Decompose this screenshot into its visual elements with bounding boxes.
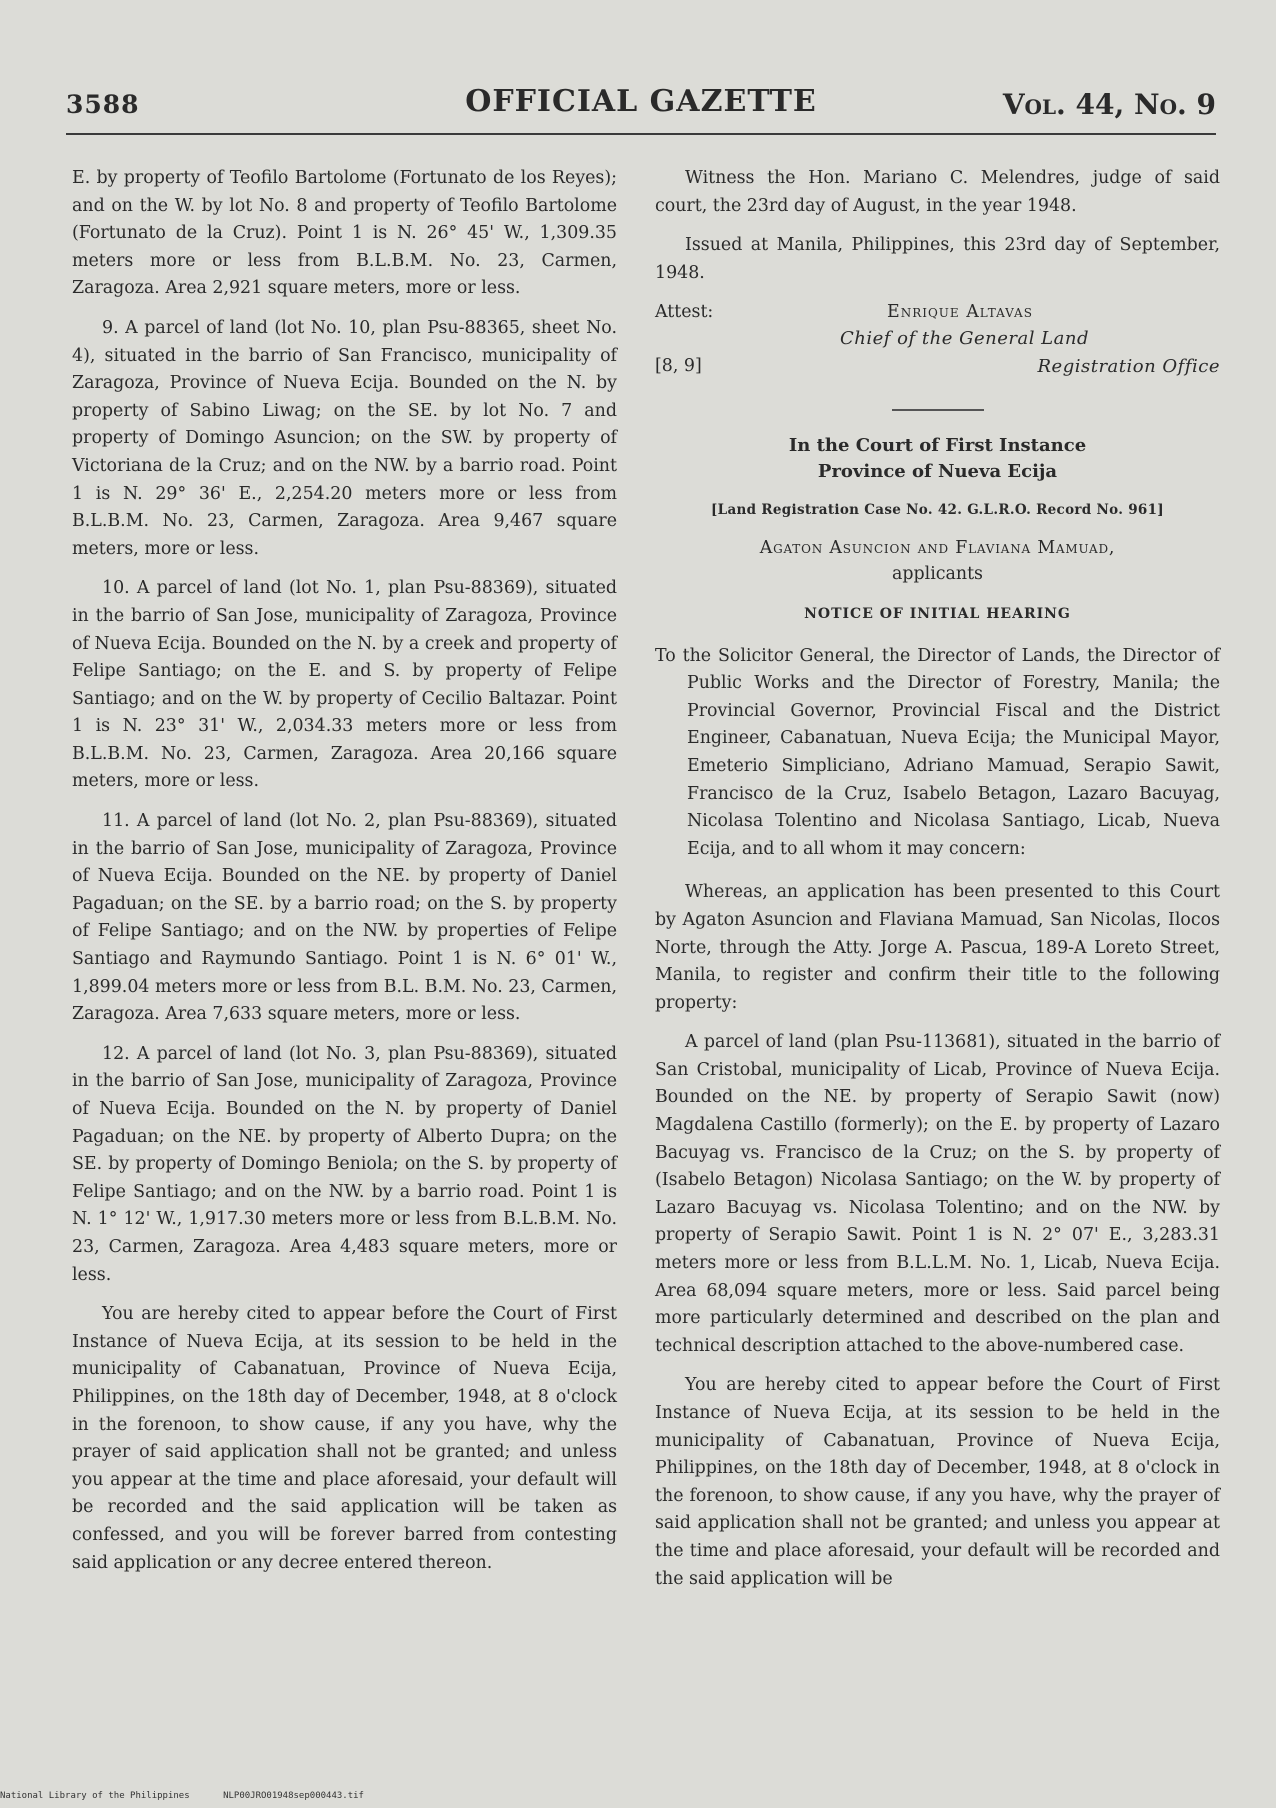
paragraph-issued: Issued at Manila, Philippines, this 23rd day of September, 1948. (655, 235, 1220, 283)
section-divider (892, 409, 984, 411)
page-number: 3588 (66, 90, 140, 119)
paragraph-addressees: To the Solicitor General, the Director of Lands, the Director of Public Works and the Director of Forestry, Manila; the Provincial Governor, Provincial Fiscal and the District Engineer, Cabanatuan, Nueva Ecija; the Municipal Mayor, Emeterio Simpliciano, Adriano Mamuad, Serapio Sawit, Francisco de la Cruz, Isabelo Betagon, Lazaro Bacuyag, Nicolasa Tolentino and Nicolasa Santiago, Licab, Nueva Ecija, and to all whom it may concern: (655, 645, 1220, 859)
attest-label: Attest: (655, 302, 714, 323)
attest-title-line2: Registration Office (1037, 356, 1220, 378)
applicants-names: Agaton Asuncion and Flaviana Mamuad, (759, 537, 1116, 558)
attest-reference: [8, 9] (655, 356, 702, 377)
publication-title: OFFICIAL GAZETTE (465, 84, 817, 119)
paragraph-parcel-10: 10. A parcel of land (lot No. 1, plan Psu-88369), situated in the barrio of San Jose, municipality of Zaragoza, Province of Nueva Ecija. Bounded on the N. by a creek and property of Felipe Santiago; on the E. and S. by property of Felipe Santiago; and on the W. by property of Cecilio Baltazar. Point 1 is N. 23° 31' W., 2,034.33 meters more or less from B.L.B.M. No. 23, Carmen, Zaragoza. Area 20,166 square meters, more or less. (72, 578, 617, 792)
page-header (66, 78, 1216, 128)
left-column (72, 165, 617, 1589)
attest-signatory: Enrique Altavas (887, 302, 1033, 323)
paragraph-witness: Witness the Hon. Mariano C. Melendres, judge of said court, the 23rd day of August, in the year 1948. (655, 168, 1220, 216)
court-heading-line2: Province of Nueva Ecija (817, 461, 1058, 483)
scan-footer (0, 1791, 392, 1801)
footer-source: National Library of the Philippines (0, 1791, 190, 1801)
volume-number: Vol. 44, No. 9 (1002, 88, 1216, 121)
paragraph-cited: You are hereby cited to appear before the Court of First Instance of Nueva Ecija, at its session to be held in the municipality of Cabanatuan, Province of Nueva Ecija, Philippines, on the 18th day of December, 1948, at 8 o'clock in the forenoon, to show cause, if any you have, why the prayer of said application shall not be granted; and unless you appear at the time and place aforesaid, your default will be recorded and the said application will be (655, 1375, 1220, 1589)
court-heading-line1: In the Court of First Instance (788, 435, 1087, 457)
applicants-label: applicants (892, 563, 983, 584)
paragraph-parcel-9: 9. A parcel of land (lot No. 10, plan Psu-88365, sheet No. 4), situated in the barrio of San Francisco, municipality of Zaragoza, Province of Nueva Ecija. Bounded on the N. by property of Sabino Liwag; on the SE. by lot No. 7 and property of Domingo Asuncion; on the SW. by property of Victoriana de la Cruz; and on the NW. by a barrio road. Point 1 is N. 29° 36' E., 2,254.20 meters more or less from B.L.B.M. No. 23, Carmen, Zaragoza. Area 9,467 square meters, more or less. (72, 317, 617, 559)
applicants-block (655, 535, 1220, 587)
court-heading (655, 433, 1220, 485)
case-reference: [Land Registration Case No. 42. G.L.R.O. Record No. 961] (711, 502, 1164, 519)
attestation-block (655, 299, 1220, 397)
paragraph-whereas: Whereas, an application has been presented to this Court by Agaton Asuncion and Flaviana Mamuad, San Nicolas, Ilocos Norte, through the Atty. Jorge A. Pascua, 189-A Loreto Street, Manila, to register and confirm their title to the following property: (655, 882, 1220, 1013)
paragraph-lot-continuation: E. by property of Teofilo Bartolome (Fortunato de los Reyes); and on the W. by lot No. 8 and property of Teofilo Bartolome (Fortunato de la Cruz). Point 1 is N. 26° 45' W., 1,309.35 meters more or less from B.L.B.M. No. 23, Carmen, Zaragoza. Area 2,921 square meters, more or less. (72, 168, 617, 299)
right-column (655, 165, 1220, 1605)
paragraph-parcel-12: 12. A parcel of land (lot No. 3, plan Psu-88369), situated in the barrio of San Jose, municipality of Zaragoza, Province of Nueva Ecija. Bounded on the N. by property of Daniel Pagaduan; on the NE. by property of Alberto Dupra; on the SE. by property of Domingo Beniola; on the S. by property of Felipe Santiago; and on the NW. by a barrio road. Point 1 is N. 1° 12' W., 1,917.30 meters more or less from B.L.B.M. No. 23, Carmen, Zaragoza. Area 4,483 square meters, more or less. (72, 1043, 617, 1285)
paragraph-citation: You are hereby cited to appear before the Court of First Instance of Nueva Ecija, at its session to be held in the municipality of Cabanatuan, Province of Nueva Ecija, Philippines, on the 18th day of December, 1948, at 8 o'clock in the forenoon, to show cause, if any you have, why the prayer of said application shall not be granted; and unless you appear at the time and place aforesaid, your default will be recorded and the said application will be taken as confessed, and you will be forever barred from contesting said application or any decree entered thereon. (72, 1304, 617, 1573)
paragraph-parcel-description: A parcel of land (plan Psu-113681), situated in the barrio of San Cristobal, municipality of Licab, Province of Nueva Ecija. Bounded on the NE. by property of Serapio Sawit (now) Magdalena Castillo (formerly); on the E. by property of Lazaro Bacuyag vs. Francisco de la Cruz; on the S. by property of (Isabelo Betagon) Nicolasa Santiago; on the W. by property of Lazaro Bacuyag vs. Nicolasa Tolentino; and on the NW. by property of Serapio Sawit. Point 1 is N. 2° 07' E., 3,283.31 meters more or less from B.L.L.M. No. 1, Licab, Nueva Ecija. Area 68,094 square meters, more or less. Said parcel being more particularly determined and described on the plan and technical description attached to the above-numbered case. (655, 1032, 1220, 1356)
footer-file-id: NLP00JRO01948sep000443.tif (223, 1791, 364, 1801)
notice-title: NOTICE OF INITIAL HEARING (804, 605, 1071, 622)
paragraph-parcel-11: 11. A parcel of land (lot No. 2, plan Psu-88369), situated in the barrio of San Jose, municipality of Zaragoza, Province of Nueva Ecija. Bounded on the NE. by property of Daniel Pagaduan; on the SE. by a barrio road; on the S. by property of Felipe Santiago; and on the NW. by properties of Felipe Santiago and Raymundo Santiago. Point 1 is N. 6° 01' W., 1,899.04 meters more or less from B.L. B.M. No. 23, Carmen, Zaragoza. Area 7,633 square meters, more or less. (72, 811, 617, 1025)
header-rule (66, 133, 1216, 135)
attest-title-line1: Chief of the General Land (840, 328, 1089, 350)
